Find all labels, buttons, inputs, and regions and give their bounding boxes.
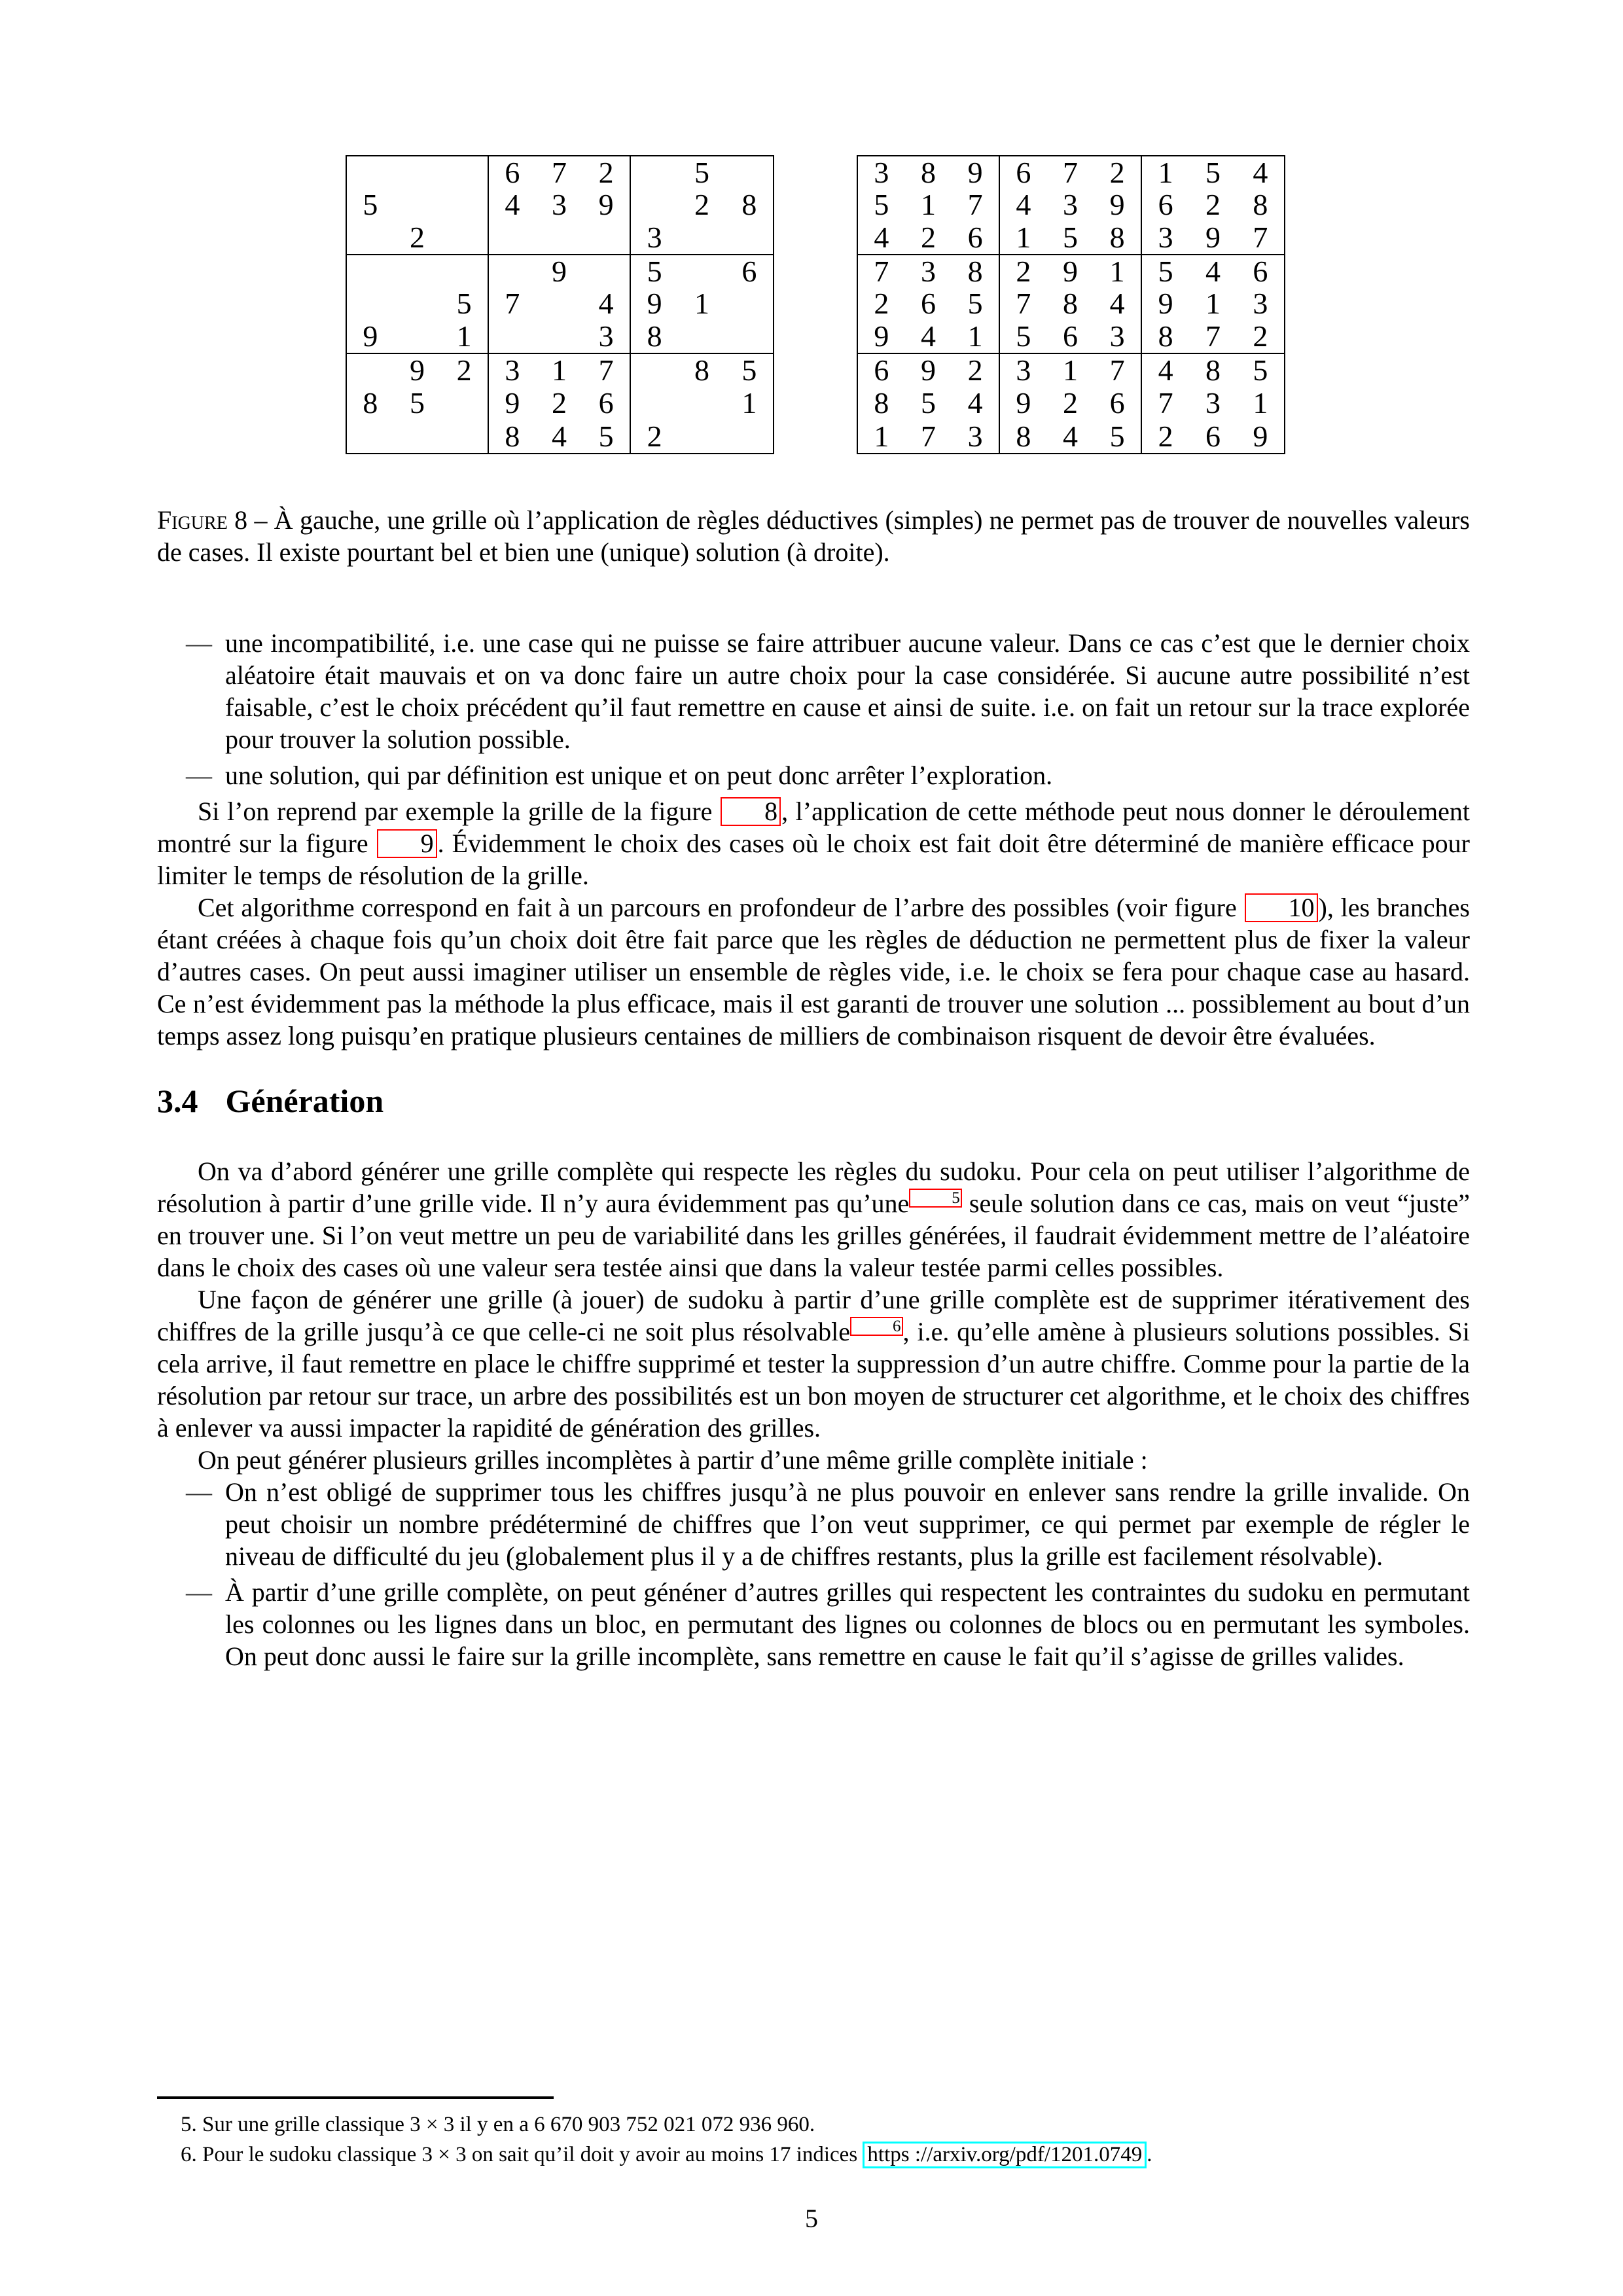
sudoku-cell: 7 [505, 287, 520, 321]
sudoku-block [347, 354, 489, 453]
paragraph-algorithme [157, 891, 1470, 1052]
sudoku-cell: 7 [1205, 319, 1221, 353]
footnote-6 [157, 2140, 1470, 2170]
sudoku-cell: 2 [1109, 155, 1125, 189]
sudoku-cell: 8 [1016, 419, 1031, 453]
sudoku-cell [582, 221, 630, 254]
sudoku-cell: 6 [1253, 254, 1268, 288]
sudoku-cell: 3 [1253, 287, 1268, 321]
footnote-6-mark-link[interactable]: 6 [850, 1317, 903, 1336]
sudoku-cell [536, 288, 583, 321]
sudoku-cell: 5 [409, 386, 425, 420]
sudoku-cell [440, 255, 488, 288]
sudoku-cell: 3 [647, 221, 662, 255]
sudoku-cell: 8 [1109, 221, 1125, 255]
sudoku-block [1000, 156, 1142, 255]
sudoku-cell: 5 [456, 287, 472, 321]
list-item-permutations [157, 1576, 1470, 1672]
footnote-text: Sur une grille classique 3 × 3 il y en a 6 670 903 752 021 072 936 960. [196, 2113, 815, 2136]
sudoku-cell: 3 [1109, 319, 1125, 353]
sudoku-cell: 3 [1205, 386, 1221, 420]
sudoku-cell [347, 354, 394, 387]
list-item-text: une solution, qui par définition est unique et on peut donc arrêter l’exploration. [225, 761, 1053, 790]
sudoku-cell [394, 156, 441, 189]
sudoku-grid-unsolved [346, 155, 774, 454]
sudoku-cell: 1 [741, 386, 757, 420]
sudoku-cell: 7 [1016, 287, 1031, 321]
sudoku-cell: 8 [920, 155, 936, 189]
paragraph-text: Cet algorithme correspond en fait à un parcours en profondeur de l’arbre des possibles (voir figure [198, 893, 1244, 922]
figure-9-ref-link[interactable]: 9 [377, 829, 437, 858]
sudoku-cell [489, 255, 536, 288]
sudoku-cell [678, 221, 725, 254]
sudoku-cell: 6 [874, 353, 889, 387]
sudoku-cell: 7 [967, 188, 983, 222]
sudoku-cell: 7 [1158, 386, 1173, 420]
sudoku-cell [394, 189, 441, 222]
sudoku-cell: 1 [1158, 155, 1173, 189]
dash-bullet: — [186, 628, 212, 658]
sudoku-cell: 3 [551, 188, 567, 222]
sudoku-cell: 9 [363, 319, 378, 353]
sudoku-cell: 9 [551, 254, 567, 288]
main-text [157, 627, 1470, 1676]
sudoku-cell: 3 [874, 155, 889, 189]
paragraph-text: ), les branches étant créées à chaque fois qu’un choix doit être fait parce que les règles de déduction ne permettent plus de fixer la valeur d’autres cases. On peut aussi imaginer utiliser un ensemble de règles vide, i.e. le choix se fera pour chaque case au hasard. Ce n’est évidemment pas la méthode la plus efficace, mais il est garanti de trouver une solution ... possiblement au bout d’un temps assez long puisqu’en pratique plusieurs centaines de milliers de combinaison risquent de devoir être évaluées. [157, 893, 1470, 1050]
sudoku-cell: 6 [1158, 188, 1173, 222]
sudoku-cell: 5 [874, 188, 889, 222]
sudoku-cell: 5 [1205, 155, 1221, 189]
sudoku-cell: 4 [598, 287, 614, 321]
sudoku-cell: 1 [967, 319, 983, 353]
sudoku-block [347, 156, 489, 255]
paragraph-text: Si l’on reprend par exemple la grille de la figure [198, 797, 721, 826]
sudoku-cell: 8 [363, 386, 378, 420]
sudoku-cell: 4 [1109, 287, 1125, 321]
sudoku-cell: 9 [1158, 287, 1173, 321]
sudoku-cell: 5 [598, 419, 614, 453]
sudoku-cell: 8 [694, 353, 709, 387]
sudoku-cell: 2 [694, 188, 709, 222]
footnote-5 [157, 2109, 1470, 2140]
sudoku-block [858, 255, 1000, 354]
sudoku-cell [347, 255, 394, 288]
sudoku-cell: 1 [920, 188, 936, 222]
sudoku-cell: 2 [1016, 254, 1031, 288]
sudoku-cell: 4 [505, 188, 520, 222]
sudoku-cell: 1 [1109, 254, 1125, 288]
sudoku-cell: 3 [598, 319, 614, 353]
footnote-text: Pour le sudoku classique 3 × 3 on sait qu’il doit y avoir au moins 17 indices [196, 2143, 863, 2166]
sudoku-cell [726, 221, 773, 254]
sudoku-cell [726, 288, 773, 321]
sudoku-cell [678, 320, 725, 353]
sudoku-block [631, 255, 773, 354]
paragraph-generation-2 [157, 1283, 1470, 1444]
sudoku-cell: 4 [967, 386, 983, 420]
sudoku-cell: 2 [1253, 319, 1268, 353]
sudoku-cell [440, 420, 488, 453]
paragraph-figure-refs [157, 795, 1470, 891]
paragraph-text: seule solution dans ce cas, mais on veut “juste” en trouver une. Si l’on veut mettre un peu de variabilité dans les grilles générées, il faudrait évidemment mettre de l’aléatoire dans le choix des cases où une valeur sera testée ainsi que dans la valeur testée parmi celles possibles. [157, 1189, 1470, 1282]
sudoku-cell: 5 [1253, 353, 1268, 387]
sudoku-cell: 1 [1205, 287, 1221, 321]
sudoku-cell [536, 320, 583, 353]
list-item-text: une incompatibilité, i.e. une case qui ne puisse se faire attribuer aucune valeur. Dans ce cas c’est que le dernier choix aléatoire était mauvais et on va donc faire un autre choix pour la case considérée. Si aucune autre possibilité n’est faisable, c’est le choix précédent qu’il faut remettre en cause et ainsi de suite. i.e. on fait un retour sur la trace explorée pour trouver la solution possible. [225, 628, 1470, 754]
sudoku-cell: 9 [1016, 386, 1031, 420]
sudoku-cell: 5 [694, 155, 709, 189]
footnote-text-suffix: . [1147, 2143, 1152, 2166]
sudoku-cell [394, 288, 441, 321]
figure-caption-text: – À gauche, une grille où l’application de règles déductives (simples) ne permet pas de trouver de nouvelles valeurs de cases. Il existe pourtant bel et bien une (unique) solution (à droite). [157, 505, 1470, 567]
paragraph-text: , i.e. qu’elle amène à plusieurs solutions possibles. Si cela arrive, il faut remettre en place le chiffre supprimé et tester la suppression d’un autre chiffre. Comme pour la partie de la résolution par retour sur trace, un arbre des possibilités est un bon moyen de structurer cet algorithme, et le choix des chiffres à enlever va aussi impacter la rapidité de génération des grilles. [157, 1317, 1470, 1443]
sudoku-cell [631, 387, 678, 420]
sudoku-cell: 7 [920, 419, 936, 453]
sudoku-cell: 1 [1016, 221, 1031, 255]
sudoku-cell: 6 [1205, 419, 1221, 453]
paragraph-grilles-incompletes: On peut générer plusieurs grilles incomplètes à partir d’une même grille complète initiale : [198, 1445, 1148, 1475]
sudoku-cell: 5 [1016, 319, 1031, 353]
list-item-incompatibilite [157, 627, 1470, 755]
sudoku-cell: 3 [967, 419, 983, 453]
sudoku-block [489, 156, 631, 255]
paragraph-text: Une façon de générer une grille (à jouer) de sudoku à partir d’une grille complète est de supprimer itérativement des chiffres de la grille jusqu’à ce que celle-ci ne soit plus résolvable [157, 1285, 1470, 1346]
list-item-text: On n’est obligé de supprimer tous les chiffres jusqu’à ne plus pouvoir en enlever sans rendre la grille invalide. On peut choisir un nombre prédéterminé de chiffres que l’on veut supprimer, ce qui permet par exemple de régler le niveau de difficulté du jeu (globalement plus il y a de chiffres restants, plus la grille est facilement résolvable). [225, 1477, 1470, 1571]
sudoku-cell [726, 420, 773, 453]
section-heading-generation [157, 1082, 1470, 1120]
sudoku-cell [726, 156, 773, 189]
sudoku-cell: 8 [741, 188, 757, 222]
sudoku-block [858, 354, 1000, 453]
sudoku-cell: 7 [1253, 221, 1268, 255]
sudoku-cell [394, 320, 441, 353]
sudoku-cell: 7 [1062, 155, 1078, 189]
sudoku-cell: 2 [456, 353, 472, 387]
page-number: 5 [805, 2204, 818, 2233]
sudoku-cell: 3 [1062, 188, 1078, 222]
sudoku-cell [631, 156, 678, 189]
sudoku-cell: 4 [1205, 254, 1221, 288]
sudoku-cell [394, 420, 441, 453]
sudoku-cell: 8 [1062, 287, 1078, 321]
sudoku-block [1142, 255, 1284, 354]
sudoku-cell [582, 255, 630, 288]
sudoku-cell [631, 354, 678, 387]
sudoku-cell: 5 [920, 386, 936, 420]
figure-8 [346, 155, 1285, 454]
footnote-rule [157, 2096, 554, 2099]
dash-bullet: — [186, 1477, 212, 1507]
sudoku-cell: 8 [874, 386, 889, 420]
sudoku-cell: 7 [598, 353, 614, 387]
sudoku-cell: 9 [874, 319, 889, 353]
sudoku-cell: 6 [505, 155, 520, 189]
sudoku-cell: 9 [1109, 188, 1125, 222]
sudoku-cell: 6 [920, 287, 936, 321]
sudoku-cell: 5 [967, 287, 983, 321]
sudoku-cell: 4 [1016, 188, 1031, 222]
sudoku-cell: 4 [1062, 419, 1078, 453]
sudoku-cell [347, 420, 394, 453]
sudoku-block [858, 156, 1000, 255]
footnote-5-mark-link[interactable]: 5 [909, 1189, 962, 1208]
figure-caption-label: Figure 8 [157, 505, 248, 535]
list-item-solution [157, 759, 1470, 791]
sudoku-cell: 6 [1109, 386, 1125, 420]
sudoku-block [1000, 354, 1142, 453]
sudoku-cell [347, 221, 394, 254]
sudoku-cell: 2 [1062, 386, 1078, 420]
paragraph-generation-1 [157, 1155, 1470, 1283]
sudoku-cell: 2 [647, 419, 662, 453]
footnotes-area [157, 2096, 1470, 2170]
sudoku-cell: 2 [967, 353, 983, 387]
paragraph-text: , l’application de cette méthode peut nous donner le déroulement montré sur la figure [157, 797, 1471, 858]
footnote-number: 5. [181, 2113, 197, 2136]
sudoku-cell: 4 [874, 221, 889, 255]
sudoku-cell: 2 [409, 221, 425, 255]
sudoku-cell: 9 [505, 386, 520, 420]
sudoku-cell: 5 [1158, 254, 1173, 288]
figure-10-ref-link[interactable]: 10 [1245, 893, 1318, 922]
sudoku-cell: 9 [920, 353, 936, 387]
dash-bullet: — [186, 1577, 212, 1607]
sudoku-cell [440, 189, 488, 222]
sudoku-cell: 2 [920, 221, 936, 255]
sudoku-block [1142, 156, 1284, 255]
section-title: Génération [225, 1083, 384, 1119]
sudoku-cell: 5 [741, 353, 757, 387]
sudoku-cell [440, 156, 488, 189]
section-number: 3.4 [157, 1083, 198, 1119]
sudoku-cell: 9 [598, 188, 614, 222]
sudoku-cell: 9 [1205, 221, 1221, 255]
sudoku-cell: 8 [967, 254, 983, 288]
sudoku-cell: 1 [694, 287, 709, 321]
sudoku-cell: 1 [551, 353, 567, 387]
sudoku-cell: 2 [1205, 188, 1221, 222]
sudoku-cell: 3 [920, 254, 936, 288]
sudoku-cell: 2 [1158, 419, 1173, 453]
sudoku-cell: 8 [1253, 188, 1268, 222]
sudoku-cell: 6 [967, 221, 983, 255]
sudoku-cell: 7 [551, 155, 567, 189]
sudoku-cell [347, 288, 394, 321]
sudoku-block [347, 255, 489, 354]
sudoku-cell: 9 [1062, 254, 1078, 288]
sudoku-block [631, 354, 773, 453]
sudoku-cell: 9 [647, 287, 662, 321]
sudoku-cell: 5 [363, 188, 378, 222]
sudoku-cell: 7 [874, 254, 889, 288]
sudoku-cell [631, 189, 678, 222]
arxiv-url-link[interactable]: https ://arxiv.org/pdf/1201.0749 [863, 2142, 1147, 2168]
sudoku-block [631, 156, 773, 255]
sudoku-cell: 8 [647, 319, 662, 353]
sudoku-cell: 6 [741, 254, 757, 288]
sudoku-cell: 2 [874, 287, 889, 321]
figure-8-ref-link[interactable]: 8 [721, 797, 781, 826]
sudoku-cell: 7 [1109, 353, 1125, 387]
sudoku-cell: 4 [551, 419, 567, 453]
sudoku-cell: 1 [1253, 386, 1268, 420]
sudoku-cell: 5 [1062, 221, 1078, 255]
sudoku-cell: 2 [551, 386, 567, 420]
sudoku-cell [678, 255, 725, 288]
sudoku-cell: 8 [1205, 353, 1221, 387]
sudoku-cell: 3 [1158, 221, 1173, 255]
sudoku-cell: 3 [1016, 353, 1031, 387]
sudoku-cell: 3 [505, 353, 520, 387]
sudoku-cell: 9 [967, 155, 983, 189]
paragraph-text: . Évidemment le choix des cases où le choix est fait doit être déterminé de manière efficace pour limiter le temps de résolution de la grille. [157, 829, 1471, 890]
sudoku-cell [347, 156, 394, 189]
sudoku-grid-solved [857, 155, 1285, 454]
sudoku-block [1142, 354, 1284, 453]
figure-caption [157, 504, 1470, 568]
sudoku-cell: 9 [1253, 419, 1268, 453]
sudoku-cell: 5 [1109, 419, 1125, 453]
footnote-number: 6. [181, 2143, 197, 2166]
sudoku-cell: 4 [1253, 155, 1268, 189]
sudoku-cell [678, 420, 725, 453]
sudoku-cell: 8 [1158, 319, 1173, 353]
sudoku-cell: 9 [409, 353, 425, 387]
sudoku-block [1000, 255, 1142, 354]
list-item-text: À partir d’une grille complète, on peut généner d’autres grilles qui respectent les contraintes du sudoku en permutant les colonnes ou les lignes dans un bloc, en permutant des lignes ou colonnes de blocs ou en permutant les symboles. On peut donc aussi le faire sur la grille incomplète, sans remettre en cause le fait qu’il s’agisse de grilles valides. [225, 1577, 1470, 1671]
sudoku-cell: 6 [598, 386, 614, 420]
sudoku-cell: 1 [456, 319, 472, 353]
sudoku-block [489, 354, 631, 453]
sudoku-cell: 6 [1016, 155, 1031, 189]
dash-bullet: — [186, 761, 212, 790]
sudoku-cell [440, 387, 488, 420]
sudoku-cell [536, 221, 583, 254]
sudoku-cell: 8 [505, 419, 520, 453]
sudoku-cell: 5 [647, 254, 662, 288]
sudoku-cell: 4 [920, 319, 936, 353]
list-item-supprimer-chiffres [157, 1476, 1470, 1572]
sudoku-cell: 4 [1158, 353, 1173, 387]
sudoku-block [489, 255, 631, 354]
sudoku-cell [394, 255, 441, 288]
sudoku-cell: 1 [874, 419, 889, 453]
sudoku-cell [440, 221, 488, 254]
sudoku-cell [489, 221, 536, 254]
sudoku-cell: 2 [598, 155, 614, 189]
sudoku-cell [678, 387, 725, 420]
sudoku-cell: 6 [1062, 319, 1078, 353]
paragraph-text: On va d’abord générer une grille complète qui respecte les règles du sudoku. Pour cela on peut utiliser l’algorithme de résolution à partir d’une grille vide. Il n’y aura évidemment pas qu’une [157, 1157, 1470, 1218]
sudoku-cell: 1 [1062, 353, 1078, 387]
sudoku-cell [726, 320, 773, 353]
sudoku-cell [489, 320, 536, 353]
